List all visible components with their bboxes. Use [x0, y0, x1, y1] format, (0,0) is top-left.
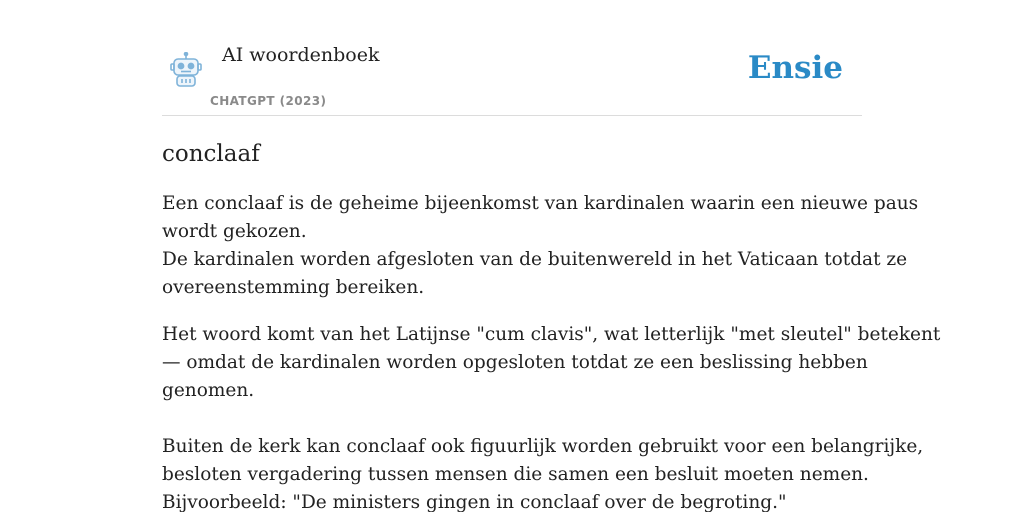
paragraph-line: De kardinalen worden afgesloten van de buitenwereld in het Vaticaan totdat ze	[162, 249, 908, 270]
paragraph-line: wordt gekozen.	[162, 221, 307, 242]
robot-icon	[166, 52, 206, 88]
source-subtitle: CHATGPT (2023)	[210, 94, 327, 108]
paragraph-line: besloten vergadering tussen mensen die samen een besluit moeten nemen.	[162, 464, 869, 485]
source-title[interactable]: AI woordenboek	[222, 44, 380, 66]
brand-logo[interactable]: Ensie	[747, 50, 843, 86]
paragraph-line: Het woord komt van het Latijnse "cum clavis", wat letterlijk "met sleutel" betekent	[162, 324, 941, 345]
definition-entry	[162, 138, 941, 512]
paragraph-line: Bijvoorbeeld: "De ministers gingen in conclaaf over de begroting."	[162, 492, 787, 512]
usage-paragraph	[162, 433, 924, 512]
paragraph-line: overeenstemming bereiken.	[162, 277, 425, 298]
definition-paragraph	[162, 190, 919, 302]
source-header	[162, 38, 862, 116]
paragraph-line: — omdat de kardinalen worden opgesloten totdat ze een beslissing hebben	[162, 352, 868, 373]
paragraph-line: genomen.	[162, 380, 255, 401]
etymology-paragraph	[162, 321, 941, 405]
paragraph-line: Buiten de kerk kan conclaaf ook figuurlijk worden gebruikt voor een belangrijke,	[162, 436, 924, 457]
paragraph-line: Een conclaaf is de geheime bijeenkomst van kardinalen waarin een nieuwe paus	[162, 193, 919, 214]
entry-term: conclaaf	[162, 141, 260, 167]
